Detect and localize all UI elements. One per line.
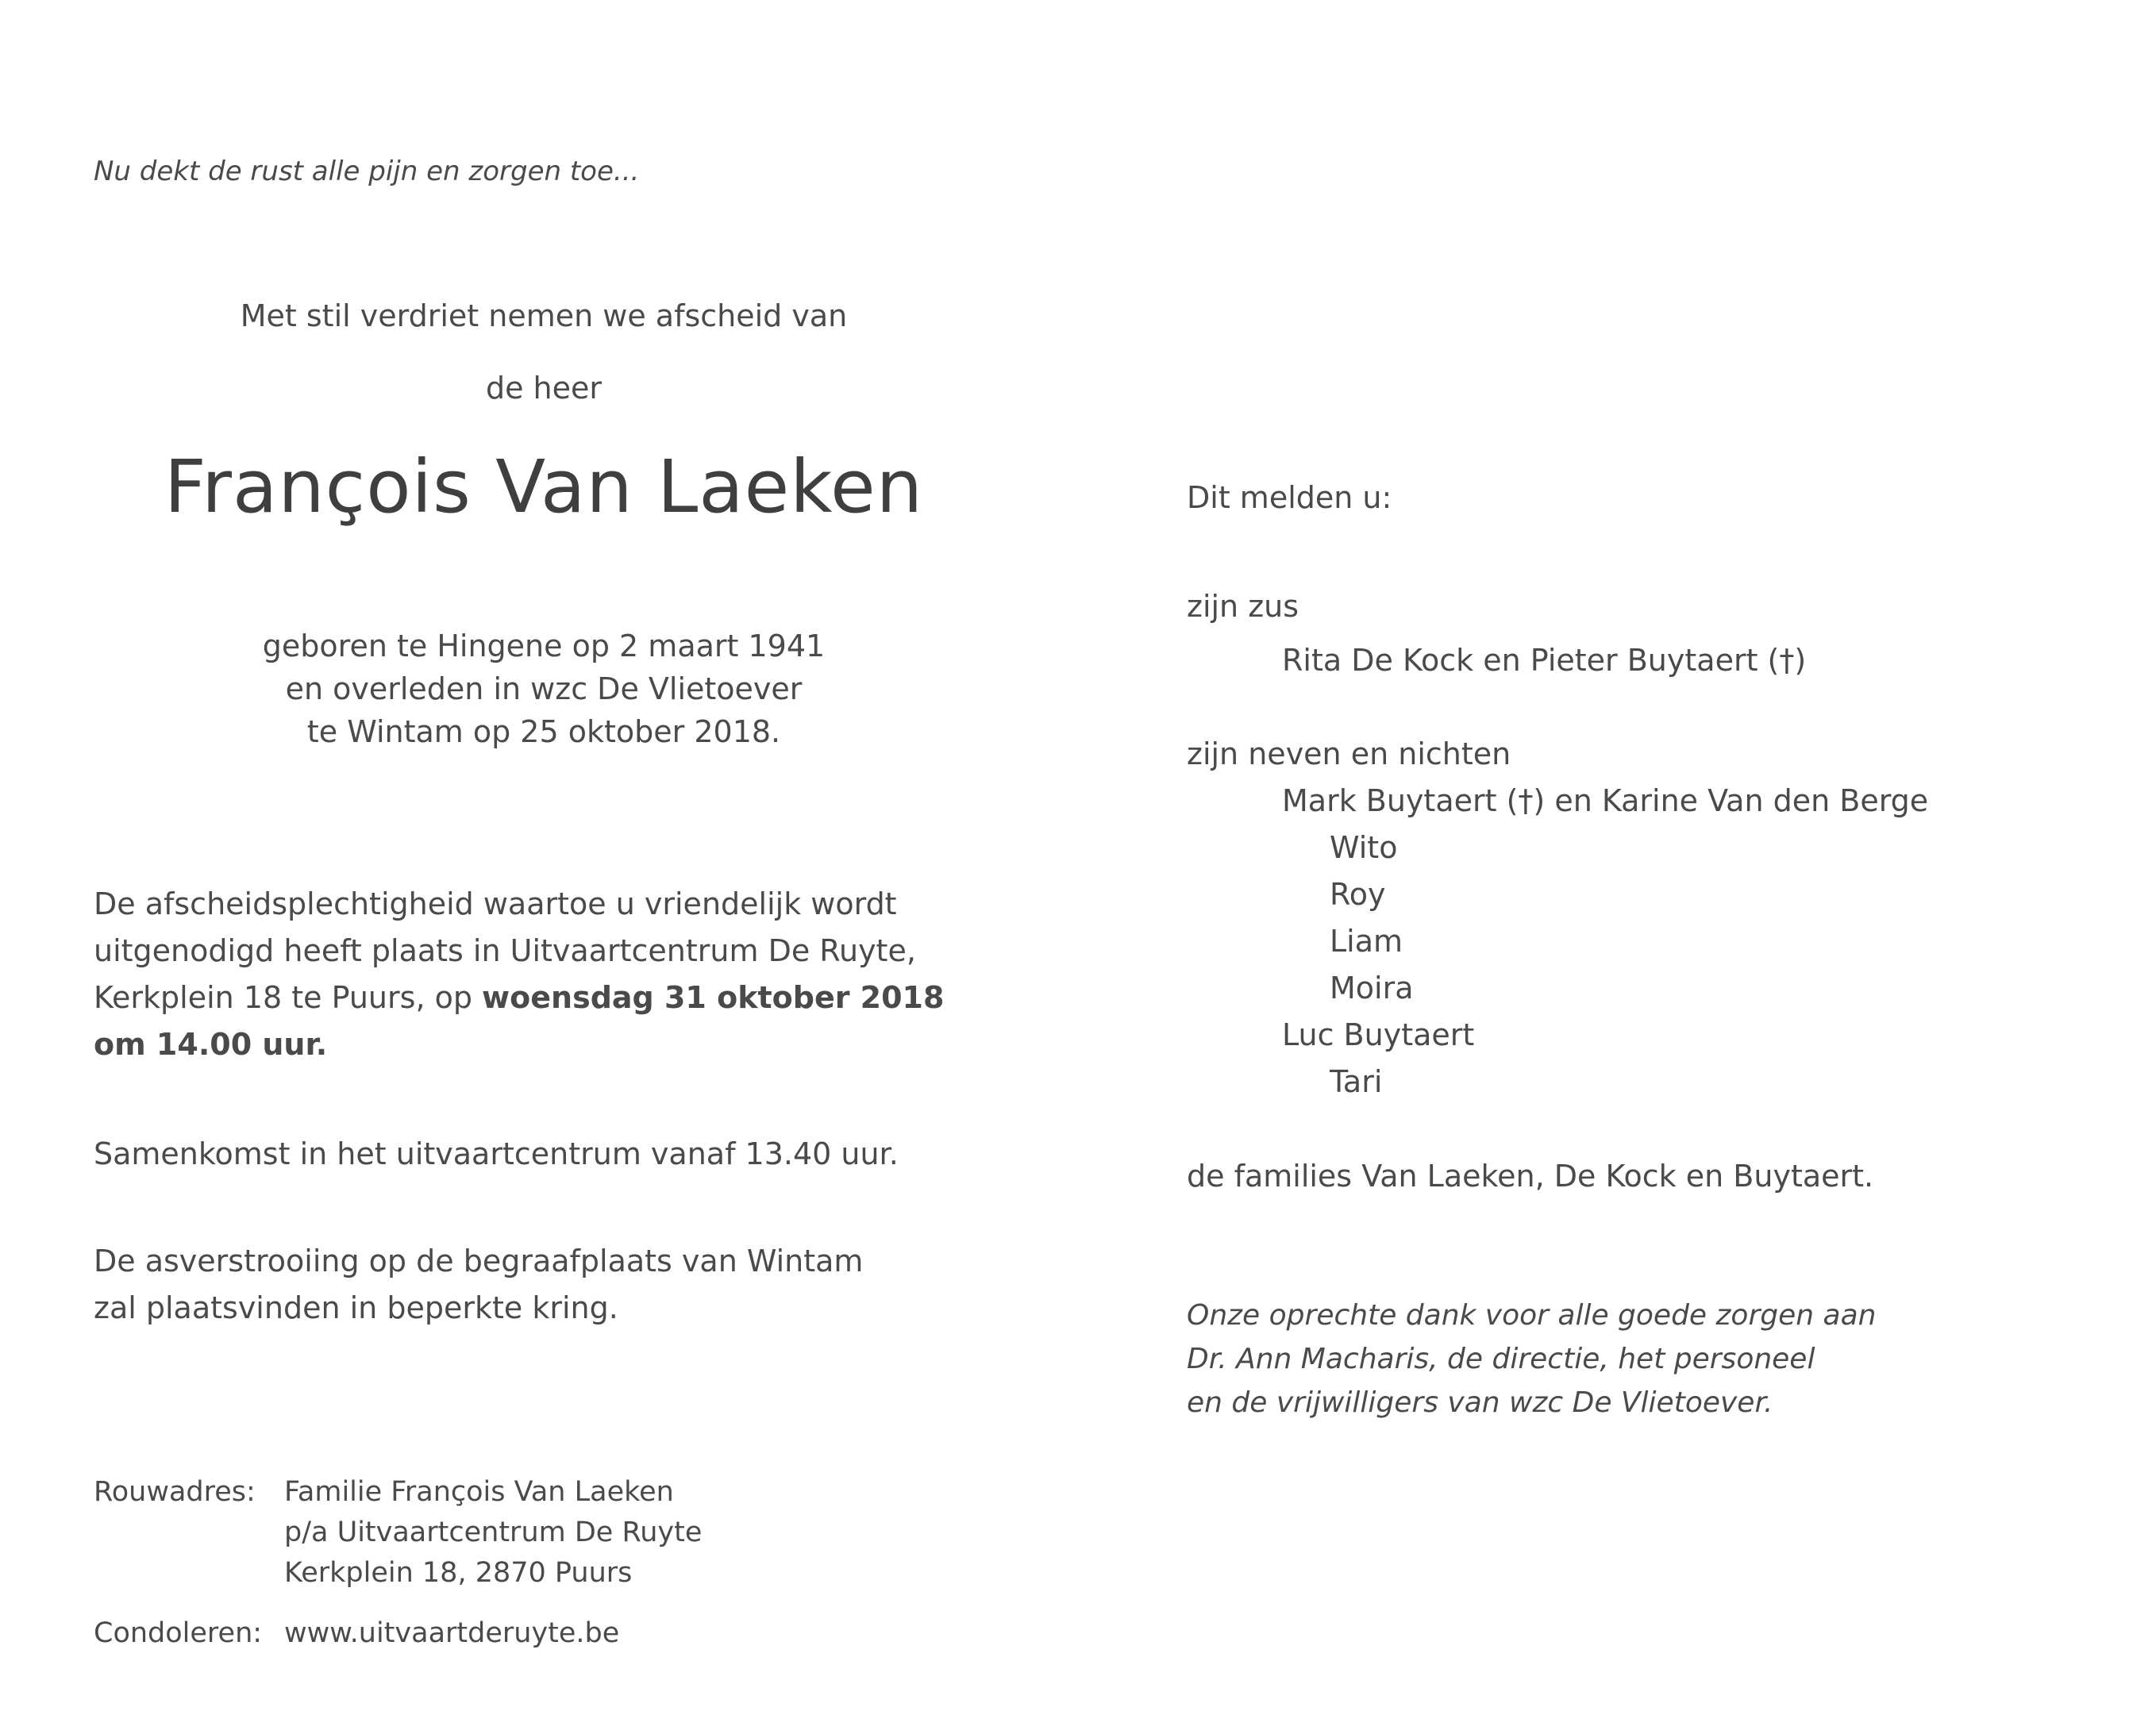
ceremony-paragraph	[94, 881, 944, 1068]
intro-text: Met stil verdriet nemen we afscheid van	[240, 298, 848, 333]
ceremony-line: uitgenodigd heeft plaats in Uitvaartcentrum De Ruyte,	[94, 933, 916, 968]
address-line: Familie François Van Laeken	[284, 1476, 674, 1508]
thanks-paragraph	[1187, 1294, 1876, 1424]
families-line: de families Van Laeken, De Kock en Buytaert.	[1187, 1159, 1874, 1194]
family-child: Tari	[1330, 1064, 1383, 1099]
condolences-link[interactable]: www.uitvaartderuyte.be	[284, 1617, 620, 1649]
sister-name: Rita De Kock en Pieter Buytaert (†)	[1282, 643, 1807, 678]
ceremony-line: De afscheidsplechtigheid waartoe u vriendelijk wordt	[94, 886, 897, 921]
death-place-line: te Wintam op 25 oktober 2018.	[306, 714, 781, 749]
birth-death-details	[95, 625, 992, 753]
thanks-line: Onze oprechte dank voor alle goede zorgen aan	[1187, 1299, 1877, 1332]
family-group-name: Luc Buytaert	[1282, 1017, 1475, 1052]
address-line: Kerkplein 18, 2870 Puurs	[284, 1557, 633, 1589]
honorific: de heer	[485, 371, 603, 406]
ceremony-time: om 14.00 uur.	[94, 1027, 328, 1062]
ceremony-line	[94, 975, 944, 1021]
motto: Nu dekt de rust alle pijn en zorgen toe...	[94, 156, 640, 187]
address-label: Rouwadres:	[94, 1476, 256, 1508]
address-line: p/a Uitvaartcentrum De Ruyte	[284, 1517, 703, 1548]
scattering-line: De asverstrooiing op de begraafplaats van Wintam	[94, 1244, 864, 1278]
scattering-paragraph	[94, 1238, 863, 1332]
announce-heading: Dit melden u:	[1187, 480, 1392, 515]
family-child: Wito	[1330, 830, 1398, 865]
ceremony-location: Kerkplein 18 te Puurs, op	[94, 980, 483, 1015]
thanks-line: en de vrijwilligers van wzc De Vlietoever.	[1187, 1386, 1773, 1419]
death-line: en overleden in wzc De Vlietoever	[285, 671, 803, 706]
birth-line: geboren te Hingene op 2 maart 1941	[262, 629, 826, 663]
sister-heading: zijn zus	[1187, 589, 1299, 624]
family-child: Roy	[1330, 877, 1386, 912]
family-group-name: Mark Buytaert (†) en Karine Van den Berge	[1282, 783, 1929, 818]
family-child: Moira	[1330, 971, 1414, 1005]
condolences-label: Condoleren:	[94, 1617, 263, 1649]
deceased-name: François Van Laeken	[164, 444, 924, 529]
family-child: Liam	[1330, 924, 1403, 959]
scattering-line: zal plaatsvinden in beperkte kring.	[94, 1290, 618, 1325]
nephews-heading: zijn neven en nichten	[1187, 736, 1511, 771]
gathering-text: Samenkomst in het uitvaartcentrum vanaf 13.40 uur.	[94, 1136, 899, 1171]
ceremony-date: woensdag 31 oktober 2018	[482, 980, 945, 1015]
thanks-line: Dr. Ann Macharis, de directie, het personeel	[1187, 1343, 1815, 1375]
